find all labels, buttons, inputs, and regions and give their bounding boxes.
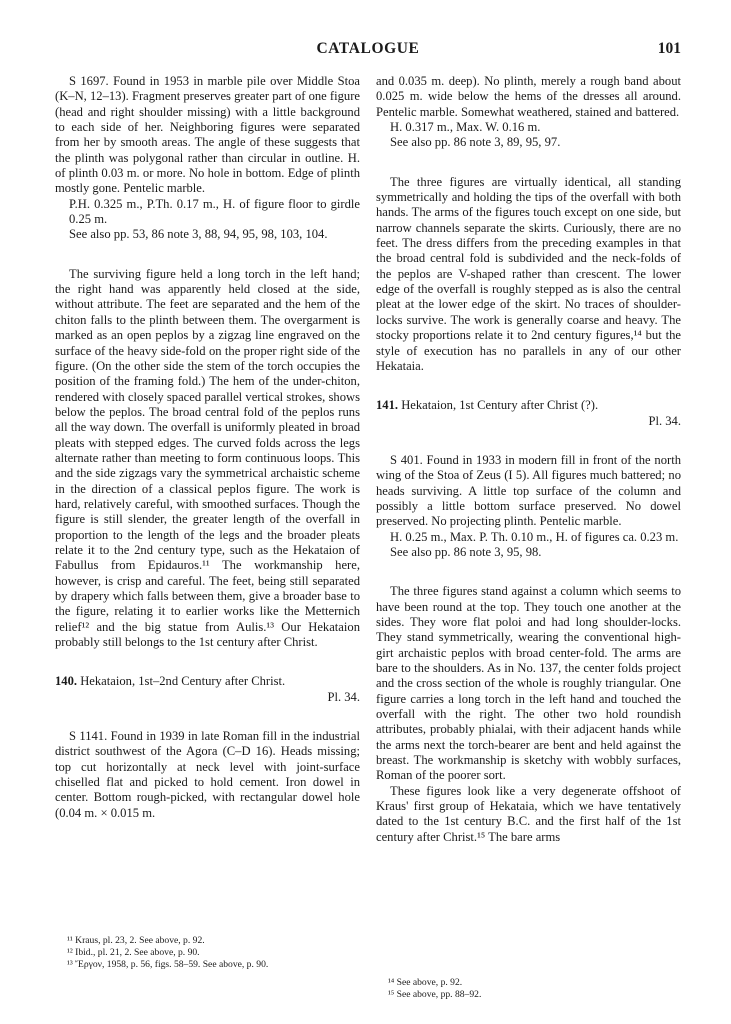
catalogue-entry-140-description: S 1141. Found in 1939 in late Roman fill in the industrial district southwest of the Agora (C–D 16). Heads missing; top cut horizontally at neck level with joint-surface chiselled flat and picked to hold cement. Iron dowel in center. Bottom rough-picked, with rectangular dowel hole (0.04 m. × 0.015 m.: [55, 729, 360, 820]
measurements: P.H. 0.325 m., P.Th. 0.17 m., H. of figure floor to girdle 0.25 m.: [69, 196, 360, 227]
footnote: ¹³ Ἔργον, 1958, p. 56, figs. 58–59. See above, p. 90.: [67, 959, 269, 971]
cross-references: See also pp. 86 note 3, 95, 98.: [390, 544, 542, 559]
measurements: H. 0.25 m., Max. P. Th. 0.10 m., H. of figures ca. 0.23 m.: [390, 529, 679, 544]
footnotes-left: [55, 935, 360, 972]
footnote: ¹¹ Kraus, pl. 23, 2. See above, p. 92.: [67, 935, 205, 946]
discussion-paragraph: The three figures are virtually identical, all standing symmetrically and holding the tips of the overfall with both hands. The arms of the figures touch except on one side, but narrow channels separate the skirts. Curiously, there are no feet. The dress differs from the preceding examples in that the broad central fold is subdivided and the neck-folds of the peplos are V-shaped rather than crescent. The lower edge of the overfall is roughly stepped as is also the central pleat at the lower edge of the skirt. No traces of shoulder-locks survive. The work is generally coarse and heavy. The stocky proportions relate it to 2nd century figures,¹⁴ but the style of execution has no parallels in any of our other Hekataia.: [376, 174, 681, 373]
discussion-paragraph: The three figures stand against a column which seems to have been round at the top. They touch one another at the sides. They wore flat poloi and had long shoulder-locks. They stand symmetrically, wearing the conventional high-girt archaistic peplos with broad center-fold. The arms are bare to the shoulders. As in No. 137, the center folds project and the cross section of the whole is roughly triangular. One figure carries a long torch in the left hand and touched the overfall with the right. The other two hold roundish attributes, probably phialai, with their adjacent hands while the arms next the torch-bearer are bent and held against the breast. The workmanship is sketchy with wobbly surfaces, Roman of the poorer sort.: [376, 584, 681, 783]
plate-reference: Pl. 34.: [648, 413, 681, 428]
footnote: ¹² Ibid., pl. 21, 2. See above, p. 90.: [67, 947, 200, 959]
cross-references: See also pp. 86 note 3, 89, 95, 97.: [390, 135, 561, 150]
entry-heading-141: [376, 398, 681, 413]
entry-heading-140: [55, 674, 360, 689]
running-head: [55, 40, 681, 62]
measurements: H. 0.317 m., Max. W. 0.16 m.: [390, 120, 541, 135]
plate-reference: Pl. 34.: [327, 689, 360, 704]
right-column: [376, 74, 681, 845]
footnote: ¹⁵ See above, pp. 88–92.: [388, 989, 482, 1001]
left-column: [55, 74, 360, 821]
footnotes-right: [376, 977, 681, 1001]
entry-number: 140.: [55, 674, 78, 689]
entry-title: Hekataion, 1st–2nd Century after Christ.: [80, 674, 286, 689]
entry-title: Hekataion, 1st Century after Christ (?).: [401, 398, 599, 413]
cross-references: See also pp. 53, 86 note 3, 88, 94, 95, 98, 103, 104.: [69, 227, 328, 242]
catalogue-entry-141-description: S 401. Found in 1933 in modern fill in front of the north wing of the Stoa of Zeus (I 5). All figures much battered; no heads surviving. A little top surface of the column and possibly a little bottom surface preserved. No dowel preserved. No projecting plinth. Pentelic marble.: [376, 452, 681, 529]
footnote: ¹⁴ See above, p. 92.: [388, 977, 463, 988]
page-number: 101: [657, 40, 681, 57]
catalogue-entry-139-description: S 1697. Found in 1953 in marble pile over Middle Stoa (K–N, 12–13). Fragment preserves greater part of one figure (head and right shoulder missing) with a little background to each side of her. Neighboring figures were separated from her by smooth areas. The angle of these suggests that the plinth was polygonal rather than circular in outline. H. of plinth 0.03 m. or more. No hole in bottom. Edge of plinth mostly gone. Pentelic marble.: [55, 74, 360, 196]
discussion-paragraph: The surviving figure held a long torch in the left hand; the right hand was apparently held closed at the side, without attribute. The feet are separated and the hem of the chiton falls to the plinth between them. The overgarment is marked as an open peplos by a zigzag line engraved on the surface of the heavy side-fold on the proper right side of the figure. (On the other side the stem of the torch occupies the position of the framing fold.) The hem of the under-chiton, rendered with closely spaced parallel vertical strokes, shows below the peplos. The broad central fold of the peplos runs all the way down. The overfall is uniformly pleated in broad pleats with stepped edges. The curved folds across the legs alternate rather than meeting to form continuous loops. This and the side zigzags vary the symmetrical archaistic scheme in the direction of a classical peplos figure. The work is hard, relatively careful, with smoothed surfaces. Though the figure is still slender, the greater length of the overfall in proportion to the length of the legs and the broader pleats relate it to the 2nd century type, such as the Hekataion of Fabullus from Epidauros.¹¹ The workmanship here, however, is crisp and careful. The feet, being still separated by drapery which falls between them, give a broader base to the figure, relating it to earlier works like the Metternich relief¹² and the big statue from Aulis.¹³ Our Hekataion probably still belongs to the 1st century after Christ.: [55, 266, 360, 650]
discussion-paragraph: These figures look like a very degenerate offshoot of Kraus' first group of Hekataia, which we have tentatively dated to the 1st century B.C. and the first half of the 1st century after Christ.¹⁵ The bare arms: [376, 783, 681, 844]
continued-description: and 0.035 m. deep). No plinth, merely a rough band about 0.025 m. wide below the hems of the dresses all around. Pentelic marble. Somewhat weathered, stained and battered.: [376, 74, 681, 119]
running-title: CATALOGUE: [316, 40, 420, 57]
entry-number: 141.: [376, 398, 399, 413]
